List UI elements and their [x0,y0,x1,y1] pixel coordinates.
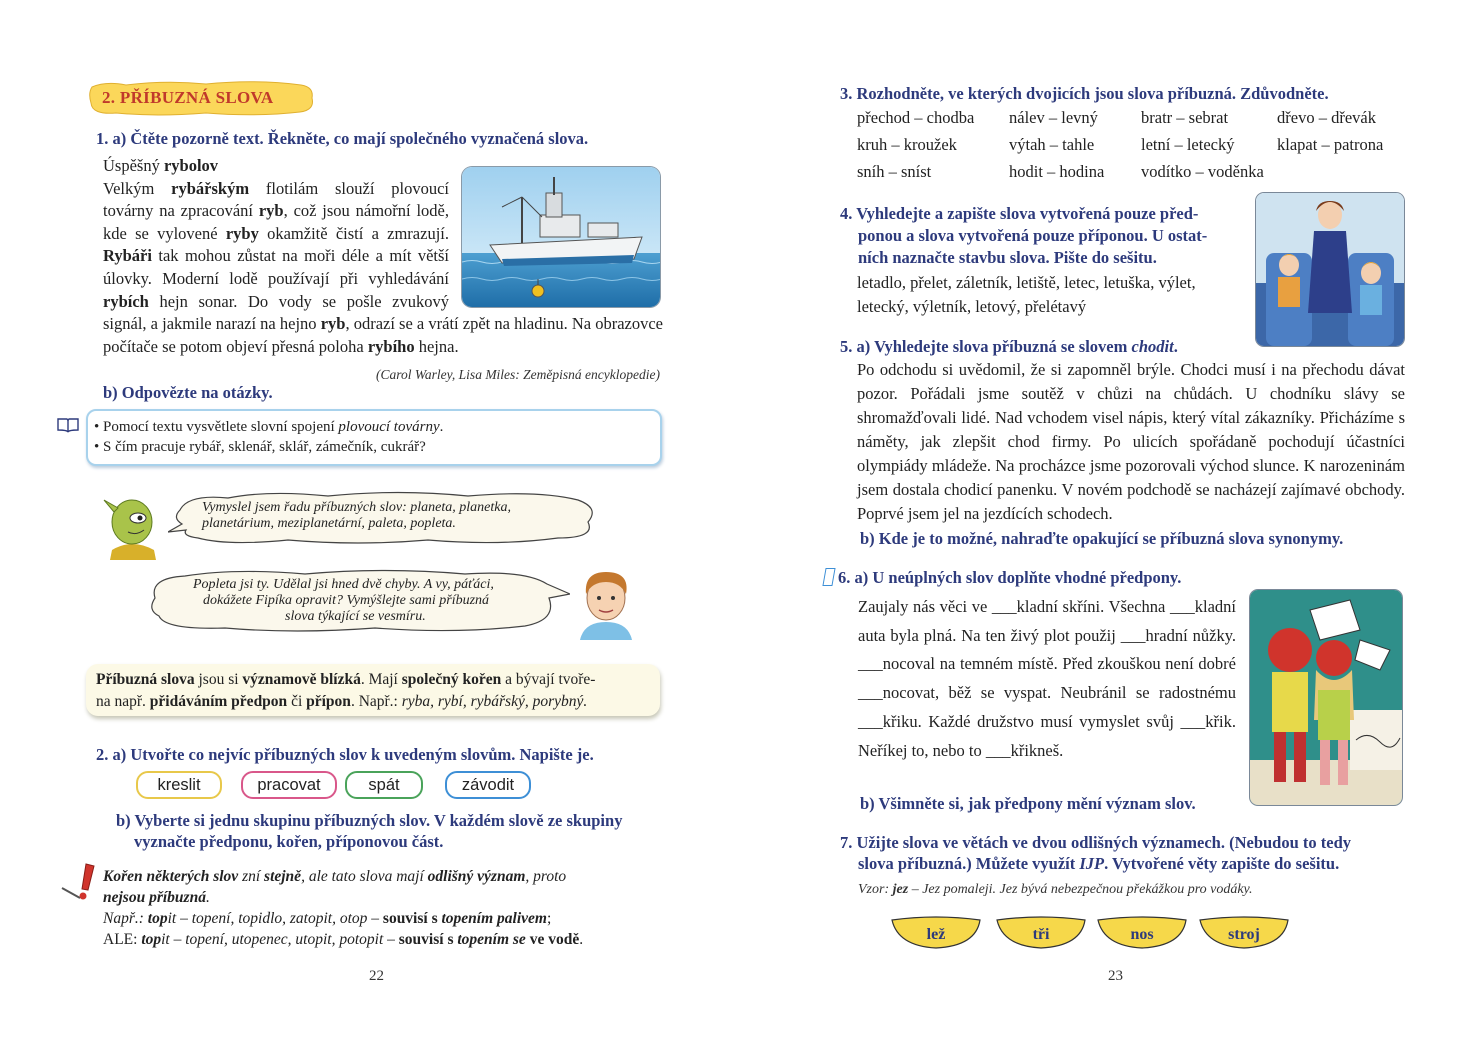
reading-run: ryb [320,314,346,334]
banana-word [995,912,1087,950]
reading-run: Velkým [103,178,172,198]
reading-title: Úspěšný rybolov [103,156,219,175]
note4-run: it – topení, utopenec, utopit, potopit – [161,931,399,948]
exercise-4-line2: ponou a slova vytvořená pouze příponou. U ostat- [858,226,1208,245]
note4-run: ALE: [103,931,142,948]
def2-run: ryba, rybí, rybářský, porybný. [401,693,588,710]
note-line-3 [103,908,668,929]
def2-run: či [287,693,307,710]
def1-run: jsou si [194,671,243,688]
citation: (Carol Warley, Lisa Miles: Zeměpisná encyklopedie) [376,367,660,382]
exercise-2-header: 2. a) Utvořte co nejvíc příbuzných slov k uvedeným slovům. Napište je. [96,745,594,764]
exercise-5b: b) Kde je to možné, nahraďte opakující se příbuzná slova synonymy. [860,529,1344,548]
note4-run: . [579,931,584,948]
exercise-2b-line1: b) Vyberte si jednu skupinu příbuzných slov. V každém slově ze skupiny [116,811,623,830]
banana-label: stroj [1228,926,1260,943]
bubble2-line1: Popleta jsi ty. Udělal jsi hned dvě chyby. A vy, páťáci, [193,577,494,592]
word-pair: přechod – chodba [857,108,975,127]
note1-run: Kořen některých slov [103,868,239,885]
note4-run: top [141,931,162,948]
word-pill: závodit [445,771,531,799]
note1-run: , ale tato slova mají [301,868,428,885]
def2-run: přidáváním předpon [149,693,288,710]
reading-run: hejna. [414,336,459,356]
exercise-7-line1: 7. Užijte slova ve větách ve dvou odlišných významech. (Nebudou to tedy [840,833,1352,852]
exercise-7-header [840,832,1410,874]
exercise-3-header: 3. Rozhodněte, ve kterých dvojicích jsou slova příbuzná. Zdůvodněte. [840,84,1329,103]
reading-run: ryb [258,201,284,221]
note4-run: topením se [457,931,526,948]
definition-line-1 [96,669,595,690]
reading-run: ryby [225,223,259,243]
page-number-left: 22 [369,968,384,984]
note1-run: zní [238,868,265,885]
reading-run: , odrazí se a vrátí zpět na hladinu. Na obrazovce počítače se potom objeví přesná poloha [103,314,663,356]
banana-label: nos [1130,926,1154,943]
reading-run: rybího [367,336,415,356]
exercise-4-words [857,271,1252,319]
note1-run: stejně [264,868,302,885]
section-title-text: 2. PŘÍBUZNÁ SLOVA [102,88,274,107]
exercise-6-header: 6. a) U neúplných slov doplňte vhodné předpony. [824,568,1181,588]
banana-word [1096,912,1188,950]
word-pair: sníh – sníst [857,162,932,181]
bubble1-line2: planetárium, meziplanetární, paleta, popleta. [202,516,456,531]
exercise-4-words-line2: letecký, výletník, letový, přelétavý [857,297,1087,316]
exercise-1b-header: b) Odpovězte na otázky. [103,383,273,402]
fishing-ship-image [462,167,660,307]
exercise-5-header: 5. a) Vyhledejte slova příbuzná se slovem chodit. [840,337,1178,356]
bubble2-line3: slova týkající se vesmíru. [285,609,426,624]
def1-run: významově blízká [242,671,361,688]
boy-character-image [574,566,638,640]
speech-bubble-alien [168,490,598,545]
def2-run: přípon [306,693,351,710]
exercise-7-line2: slova příbuzná.) Můžete využít IJP. Vytvořené věty zapište do sešitu. [858,854,1340,873]
note3-run: ; [546,910,552,927]
reading-run: okamžitě čistí a zmrazují. [258,223,449,243]
exercise-5-text: Po odchodu si uvědomil, že si zapomněl brýle. Chodci musí i na přechodu dávat pozor. Pořádali jsme soutěž v chůzi na chůdách. U chodníku slávy se shromažďovali lidé. Nad vchodem visel nápis, který vítal zákazníky. Přicházíme s náměty, jak zlepšit chod firmy. Po ulicích spořádaně pochodují účastníci olympiády mládeže. Na procházce jsme pozorovali východ slunce. K narozeninám jsem dostala chodicí panenku. V novém podchodě se nacházejí zajímavé obchody. Poprvé jsem jel na jezdících schodech. [857,360,1405,523]
reading-run: Rybáři [103,246,152,266]
note4-run: souvisí s [398,931,458,948]
reading-run: rybích [103,291,149,311]
example-sentence: Vzor: jez – Jez pomaleji. Jez bývá nebezpečnou překážkou pro vodáky. [858,882,1253,897]
exclamation-icon [60,862,100,911]
banana-word [890,912,982,950]
note3-run: souvisí s [382,910,442,927]
note1-run: , proto [525,868,567,885]
def2-run: na např. [96,693,150,710]
word-pair: hodit – hodina [1009,162,1105,181]
children-image [1250,590,1402,805]
word-pair: letní – letecký [1141,135,1235,154]
page-number-right: 23 [1108,968,1123,984]
question-box [86,409,662,466]
note2-run: . [205,889,210,906]
exercise-2b-line2: vyznačte předponu, kořen, příponovou část. [134,832,444,851]
def1-run: . Mají [360,671,402,688]
question-2: • S čím pracuje rybář, sklenář, sklář, zámečník, cukrář? [94,439,426,455]
note-line-4 [103,929,668,950]
word-pair: kruh – kroužek [857,135,957,154]
def1-run: a bývají tvoře- [501,671,596,688]
exercise-4-line3: ních naznačte stavbu slova. Pište do sešitu. [858,248,1157,267]
exercise-1-header: 1. a) Čtěte pozorně text. Řekněte, co mají společného vyznačená slova. [96,129,589,148]
bubble1-line1: Vymyslel jsem řadu příbuzných slov: planeta, planetka, [202,500,511,515]
word-pair: vodítko – voděnka [1141,162,1264,181]
reading-run: rybářským [171,178,250,198]
note-line-2 [103,887,668,908]
word-pill: spát [345,771,423,799]
note-line-1 [103,866,668,887]
reading-run: hejn sonar. Do vody se pošle zvukový signál, a jakmile narazí na hejno [103,291,449,334]
definition-box [86,664,660,716]
note1-run: odlišný význam [427,868,526,885]
word-pill: pracovat [241,771,337,799]
pencil-icon [822,568,835,586]
speech-bubble-boy [145,568,570,633]
exercise-6-text: Zaujaly nás věci ve ___kladní skříni. Všechna ___kladní auta byla plná. Na ten živý plot použij ___hradní nůžky. ___nocoval na temném místě. Před zkouškou není dobré ___nocovat, běž se vyspat. Neubránil se radostnému ___křiku. Každé družstvo musí vymyslet svůj ___křik. Neříkej to, nebo to ___křikneš. [858,597,1236,760]
question-1: • Pomocí textu vysvětlete slovní spojení plovoucí továrny. [94,419,444,435]
note4-run: ve vodě [529,931,580,948]
exercise-4-words-line1: letadlo, přelet, záletník, letiště, letec, letuška, výlet, [857,273,1196,292]
note2-run: nejsou příbuzná [103,889,206,906]
banana-label: lež [926,926,946,943]
def1-run: Příbuzná slova [96,671,195,688]
note-text [103,866,668,950]
section-title [86,79,318,117]
def1-run: společný kořen [401,671,502,688]
reading-run: tak mohou zůstat na moři déle a mít větší úlovky. Moderní lodě používají při vyhledávání [103,246,449,288]
book-icon [56,416,80,439]
note3-run: Např.: [103,910,148,927]
reading-run: flotilám slouží plovoucí továrny na zpracování [103,178,449,221]
word-pair: dřevo – dřevák [1277,108,1376,127]
def2-run: . Např.: [350,693,402,710]
word-pill: kreslit [136,771,222,799]
word-pair: výtah – tahle [1009,135,1095,154]
note3-run: it – topení, topidlo, zatopit, otop – [167,910,383,927]
exercise-2b [116,810,676,852]
bubble2-line2: dokážete Fipíka opravit? Vymýšlejte sami příbuzná [203,593,490,608]
reading-run: , což jsou námořní lodě, kde se vylovené [103,201,449,243]
banana-word [1198,912,1290,950]
banana-label: tři [1032,926,1050,943]
definition-line-2 [96,691,587,712]
word-pair: nálev – levný [1009,108,1098,127]
exercise-4-header [840,203,1240,269]
word-pair: bratr – sebrat [1141,108,1229,127]
exercise-4-line1: 4. Vyhledejte a zapište slova vytvořená pouze před- [840,204,1199,223]
note3-run: top [147,910,168,927]
word-pair: klapat – patrona [1277,135,1384,154]
airplane-cabin-image [1256,193,1404,346]
note3-run: topením palivem [441,910,547,927]
alien-character-image [102,492,162,560]
exercise-6b: b) Všimněte si, jak předpony mění význam slov. [860,794,1196,813]
